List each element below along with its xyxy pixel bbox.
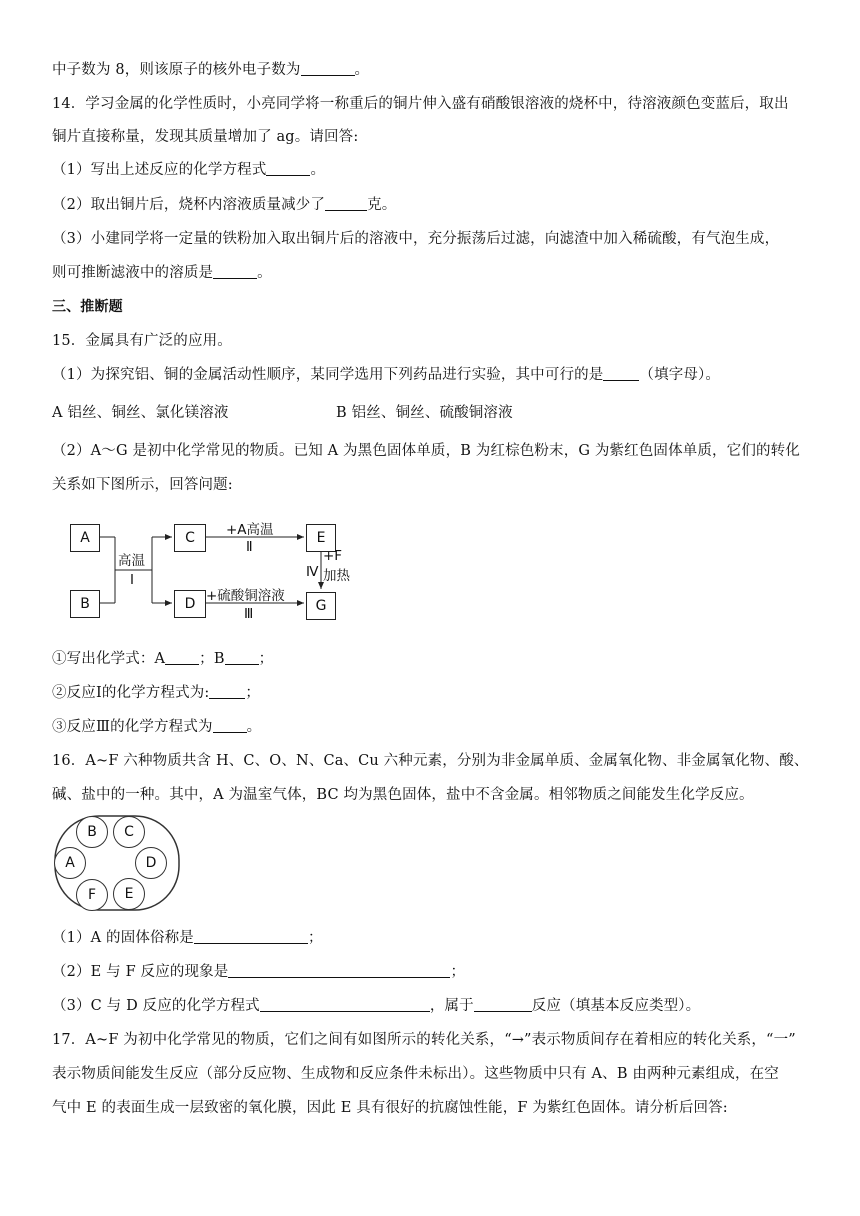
- q14-part-3-line-2: 则可推断滤液中的溶质是 。: [52, 265, 272, 281]
- substance-box-e: E: [306, 524, 336, 552]
- answer-blank[interactable]: [260, 997, 430, 1012]
- answer-blank[interactable]: [165, 650, 199, 665]
- substance-circle-b: B: [76, 816, 108, 848]
- q14-part-2: （2）取出铜片后，烧杯内溶液质量减少了 克。: [52, 197, 397, 213]
- q15-sub-2: ②反应Ⅰ的化学方程式为: ；: [52, 685, 261, 701]
- answer-blank[interactable]: [474, 997, 532, 1012]
- answer-blank[interactable]: [603, 366, 639, 381]
- q14-part-1: （1）写出上述反应的化学方程式 。: [52, 162, 326, 178]
- q15-part-2-line-2: 关系如下图所示，回答问题:: [52, 477, 233, 493]
- q15-sub-1: ①写出化学式：A ；B ；: [52, 651, 274, 667]
- answer-blank[interactable]: [225, 650, 259, 665]
- answer-blank[interactable]: [266, 161, 310, 176]
- reaction-4-reagent: +F: [323, 548, 343, 564]
- q15-stem: 15．金属具有广泛的应用。: [52, 333, 232, 349]
- reaction-3-condition: +硫酸铜溶液: [206, 588, 285, 604]
- reaction-2-number: Ⅱ: [246, 539, 253, 555]
- transformation-diagram: [60, 512, 370, 632]
- q16-stem-line-1: 16．A~F 六种物质共含 H、C、O、N、Ca、Cu 六种元素，分别为非金属单质、金属氧化物、非金属氧化物、酸、: [52, 753, 809, 769]
- q16-stem-line-2: 碱、盐中的一种。其中，A 为温室气体，BC 均为黑色固体，盐中不含金属。相邻物质之间能发生化学反应。: [52, 787, 754, 803]
- reaction-3-number: Ⅲ: [244, 606, 254, 622]
- reaction-4-condition: 加热: [323, 568, 350, 584]
- q16-part-3: （3）C 与 D 反应的化学方程式 ，属于 反应（填基本反应类型）。: [52, 998, 701, 1014]
- substance-box-c: C: [174, 524, 206, 552]
- reaction-4-number: Ⅳ: [306, 564, 319, 580]
- q13-tail-line: 中子数为 8，则该原子的核外电子数为 。: [52, 62, 370, 78]
- substance-box-b: B: [70, 590, 100, 618]
- q15-option-a: A 铝丝、铜丝、氯化镁溶液: [52, 405, 229, 421]
- answer-blank[interactable]: [325, 196, 367, 211]
- q14-stem-line-1: 14．学习金属的化学性质时，小亮同学将一称重后的铜片伸入盛有硝酸银溶液的烧杯中，待溶液颜色变蓝后，取出: [52, 96, 789, 112]
- substance-box-g: G: [306, 592, 336, 620]
- q14-stem-line-2: 铜片直接称量，发现其质量增加了 ag。请回答:: [52, 129, 359, 145]
- q14-part-3-line-1: （3）小建同学将一定量的铁粉加入取出铜片后的溶液中，充分振荡后过滤，向滤渣中加入稀硫酸，有气泡生成，: [52, 231, 780, 247]
- answer-blank[interactable]: [228, 963, 450, 978]
- q15-sub-3: ③反应Ⅲ的化学方程式为 。: [52, 719, 262, 735]
- substance-box-a: A: [70, 524, 100, 552]
- q17-stem-line-3: 气中 E 的表面生成一层致密的氧化膜，因此 E 具有很好的抗腐蚀性能，F 为紫红色固体。请分析后回答:: [52, 1100, 728, 1116]
- substance-circle-e: E: [113, 878, 145, 910]
- answer-blank[interactable]: [213, 718, 247, 733]
- reaction-1-condition: 高温: [118, 553, 145, 569]
- q15-part-2-line-1: （2）A～G 是初中化学常见的物质。已知 A 为黑色固体单质，B 为红棕色粉末，G 为紫红色固体单质，它们的转化: [52, 443, 800, 459]
- reaction-ring-diagram: [52, 814, 192, 914]
- q16-part-2: （2）E 与 F 反应的现象是 ；: [52, 964, 466, 980]
- answer-blank[interactable]: [209, 684, 245, 699]
- q16-part-1: （1）A 的固体俗称是 ；: [52, 930, 323, 946]
- substance-circle-a: A: [54, 847, 86, 879]
- section-heading: 三、推断题: [52, 299, 123, 315]
- q17-stem-line-1: 17．A~F 为初中化学常见的物质，它们之间有如图所示的转化关系，“→”表示物质间存在着相应的转化关系，“一”: [52, 1032, 796, 1048]
- q17-stem-line-2: 表示物质间能发生反应（部分反应物、生成物和反应条件未标出）。这些物质中只有 A、B 由两种元素组成，在空: [52, 1066, 779, 1082]
- reaction-1-number: I: [130, 572, 134, 588]
- q15-option-b: B 铝丝、铜丝、硫酸铜溶液: [336, 405, 513, 421]
- answer-blank[interactable]: [213, 264, 257, 279]
- reaction-2-condition: +A高温: [226, 522, 274, 538]
- substance-circle-d: D: [135, 847, 167, 879]
- answer-blank[interactable]: [301, 61, 355, 76]
- q15-part-1: （1）为探究铝、铜的金属活动性顺序，某同学选用下列药品进行实验，其中可行的是 （填字母）。: [52, 367, 721, 383]
- answer-blank[interactable]: [194, 929, 308, 944]
- substance-box-d: D: [174, 590, 206, 618]
- substance-circle-c: C: [113, 816, 145, 848]
- substance-circle-f: F: [76, 879, 108, 911]
